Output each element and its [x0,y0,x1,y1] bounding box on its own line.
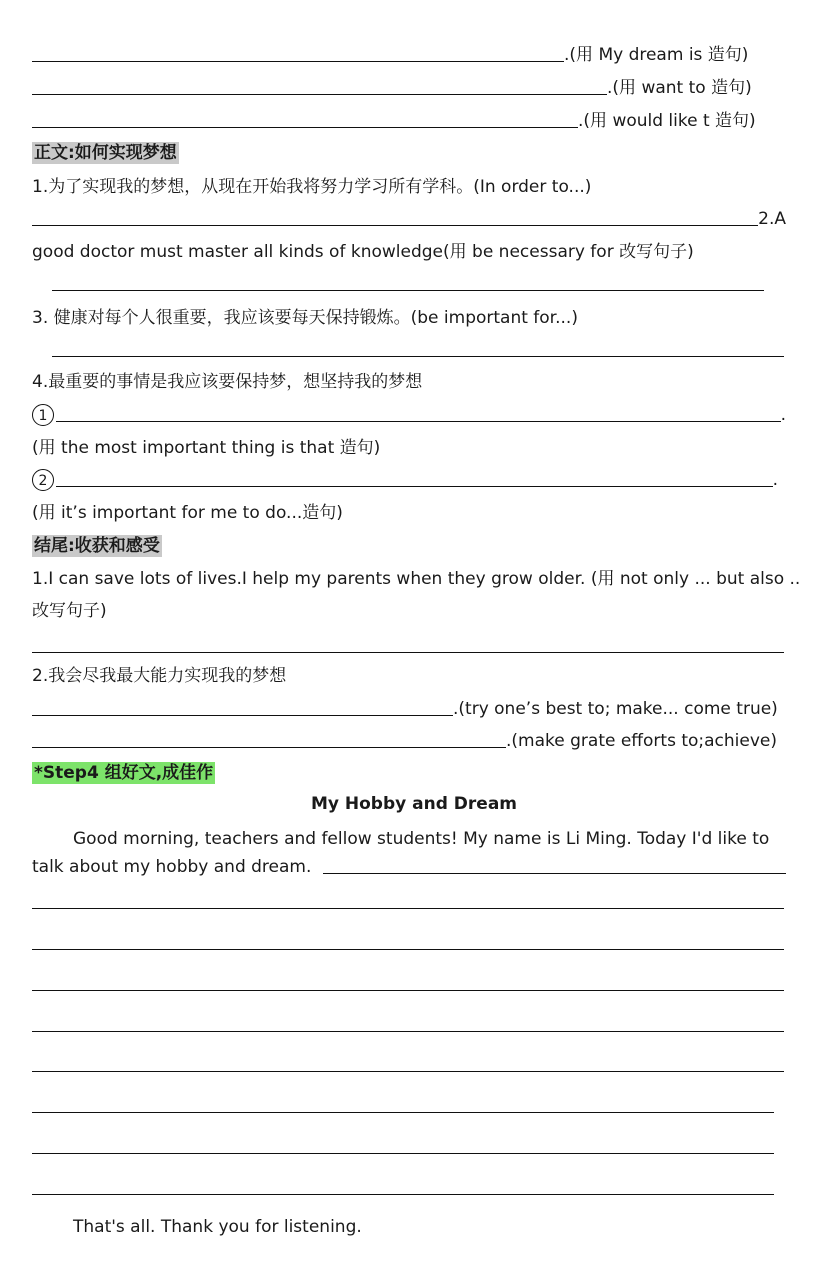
question-4: 4.最重要的事情是我应该要保持梦，想坚持我的梦想 [32,372,423,392]
fill-row-2 [32,77,786,99]
q4-answer-row-2 [32,469,778,491]
answer-line[interactable] [56,486,773,487]
heading-text: 结尾:收获和感受 [34,536,160,556]
writing-line[interactable] [32,908,784,909]
q4-hint-1: (用 the most important thing is that 造句) [32,438,381,458]
writing-line[interactable] [32,1194,774,1195]
answer-line[interactable] [32,747,506,748]
writing-line[interactable] [32,1031,784,1032]
hint-text: .(make grate efforts to;achieve) [506,731,777,751]
circle-number-2: 2 [32,469,54,491]
q1-answer-row [32,208,786,230]
essay-intro-line-1: Good morning, teachers and fellow students! My name is Li Ming. Today I'd like to [73,829,770,849]
end-dot: . [780,405,786,425]
hint-text: .(用 My dream is 造句) [564,45,749,65]
section-heading-body [32,142,179,164]
writing-line[interactable] [32,1112,774,1113]
ending-fill-row-2 [32,730,786,752]
writing-line[interactable] [32,990,784,991]
end-dot: . [772,470,778,490]
hint-text: .(try one’s best to; make... come true) [453,699,778,719]
fill-row-3 [32,110,786,132]
writing-line[interactable] [32,1153,774,1154]
writing-line[interactable] [32,949,784,950]
answer-line[interactable] [52,290,764,291]
answer-line[interactable] [32,127,578,128]
ending-fill-row-1 [32,698,786,720]
section-heading-ending [32,535,162,557]
answer-line[interactable] [52,356,784,357]
essay-intro-line-2: talk about my hobby and dream. [32,857,312,877]
essay-title: My Hobby and Dream [310,794,518,814]
answer-line[interactable] [32,225,758,226]
ending-question-2: 2.我会尽我最大能力实现我的梦想 [32,666,287,686]
hint-text: .(用 would like t 造句) [578,111,756,131]
heading-text: *Step4 组好文,成佳作 [34,763,214,783]
answer-line[interactable] [32,61,564,62]
q4-hint-2: (用 it’s important for me to do...造句) [32,503,343,523]
answer-line[interactable] [32,652,784,653]
circle-number-1: 1 [32,404,54,426]
essay-intro-row-2 [32,856,786,878]
question-2: good doctor must master all kinds of knowledge(用 be necessary for 改写句子) [32,242,694,262]
q4-answer-row-1 [32,404,786,426]
heading-text: 正文:如何实现梦想 [34,143,177,163]
writing-line[interactable] [32,1071,784,1072]
answer-line[interactable] [32,94,607,95]
hint-text: .(用 want to 造句) [607,78,752,98]
answer-line[interactable] [56,421,781,422]
question-3: 3. 健康对每个人很重要，我应该要每天保持锻炼。(be important for...) [32,308,578,328]
essay-closing: That's all. Thank you for listening. [73,1217,362,1237]
answer-line[interactable] [323,873,786,874]
ending-question-1-line-1: 1.I can save lots of lives.I help my parents when they grow older. (用 not only ... but also .. [32,569,801,589]
fill-row-1 [32,44,786,66]
step4-heading [32,762,215,784]
question-1: 1.为了实现我的梦想，从现在开始我将努力学习所有学科。(In order to...) [32,177,592,197]
ending-question-1-line-2: 改写句子) [32,601,107,621]
answer-line[interactable] [32,715,453,716]
question-2-number: 2.A [758,209,786,229]
